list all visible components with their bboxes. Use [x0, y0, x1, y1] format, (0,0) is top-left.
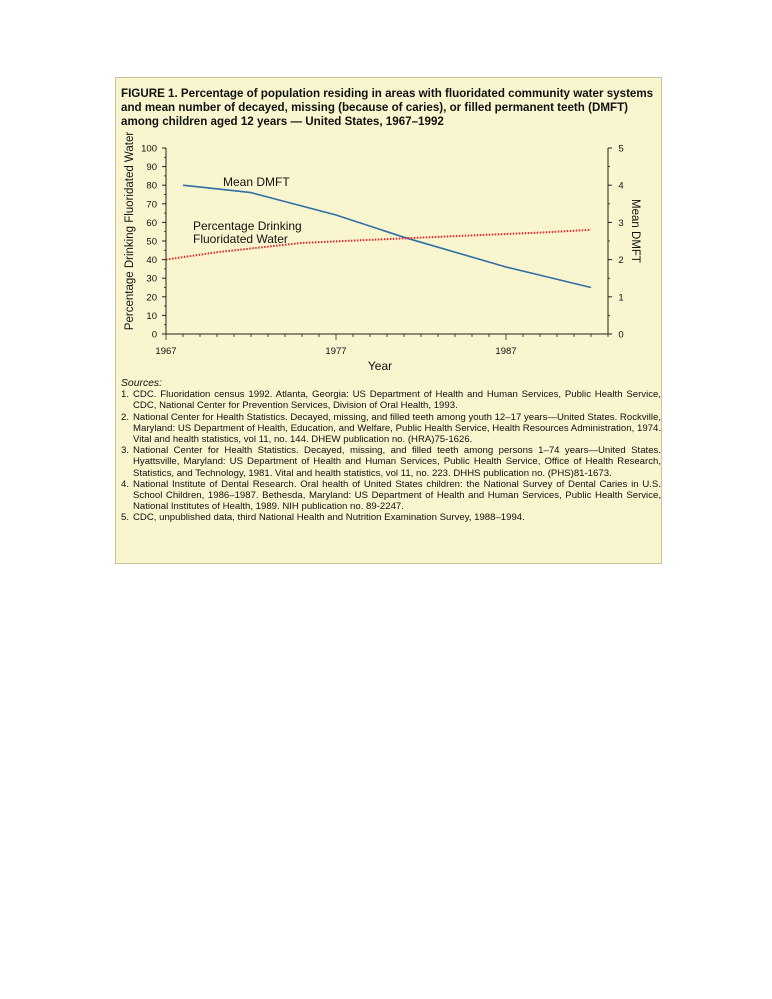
- y-left-tick-label: 80: [146, 180, 157, 192]
- x-axis-title: Year: [367, 359, 393, 373]
- y-right-tick-label: 2: [618, 255, 624, 267]
- series-label-fluoridated-water-line2: Fluoridated Water: [193, 232, 288, 246]
- x-tick-label: 1977: [325, 346, 347, 357]
- y-left-tick-label: 0: [151, 329, 157, 341]
- source-text: National Center for Health Statistics. Decayed, missing, and filled teeth among persons 1–74 years—United States. Hyattsville, Maryland: US Department of Health and Human Services, Public Health Service, Office of Health Research, Statistics, and Technology, 1981. Vital and health statistics, vol 11, no. 223. DHHS publication no. (PHS)81-1673.: [133, 445, 661, 479]
- y-left-tick-label: 90: [146, 162, 157, 174]
- y-axis-right-title: Mean DMFT: [629, 199, 641, 263]
- source-item: [121, 389, 661, 411]
- sources-heading: Sources:: [121, 378, 163, 389]
- x-tick-label: 1987: [495, 346, 517, 357]
- source-text: CDC, unpublished data, third National Health and Nutrition Examination Survey, 1988–1994.: [133, 512, 525, 524]
- y-left-tick-label: 10: [146, 310, 157, 322]
- source-text: National Institute of Dental Research. Oral health of United States children: the National Survey of Dental Caries in U.S. School Children, 1986–1987. Bethesda, Maryland: US Department of Health and Human Services, Public Health Service, National Institutes of Health, 1989. NIH publication no. 89-2247.: [133, 478, 661, 513]
- y-left-tick-label: 20: [146, 292, 157, 304]
- source-item: [121, 412, 661, 446]
- figure-title: FIGURE 1. Percentage of population residing in areas with fluoridated community water systems and mean number of decayed, missing (because of caries), or filled permanent teeth (DMFT) among children aged 12 years — United States, 1967–1992: [121, 87, 654, 128]
- y-left-tick-label: 60: [146, 217, 157, 229]
- x-tick-label: 1967: [155, 346, 177, 357]
- y-axis-left-title: Percentage Drinking Fluoridated Water: [124, 131, 136, 331]
- source-number: 4.: [121, 478, 130, 490]
- y-left-tick-label: 40: [146, 255, 157, 267]
- y-right-tick-label: 1: [618, 292, 624, 304]
- source-item: [121, 512, 661, 523]
- figure-panel: [115, 77, 662, 564]
- source-text: CDC. Fluoridation census 1992. Atlanta, Georgia: US Department of Health and Human Services, Public Health Service, CDC, National Center for Prevention Services, Division of Oral Health, 1993.: [133, 389, 661, 412]
- series-label-mean-dmft: Mean DMFT: [223, 175, 290, 189]
- source-item: [121, 445, 661, 479]
- y-right-tick-label: 4: [618, 180, 624, 192]
- source-number: 1.: [121, 389, 130, 401]
- source-number: 3.: [121, 445, 130, 457]
- y-right-tick-label: 3: [618, 217, 624, 229]
- y-left-tick-label: 100: [141, 143, 157, 155]
- y-left-tick-label: 70: [146, 199, 157, 211]
- source-number: 2.: [121, 411, 130, 423]
- source-text: National Center for Health Statistics. Decayed, missing, and filled teeth among youth 12–17 years—United States. Rockville, Maryland: US Department of Health, Education, and Welfare, Public Health Service, Health Resources Administration, 1974. Vital and health statistics, vol 11, no. 144. DHEW publication no. (HRA)75-1626.: [133, 411, 661, 446]
- y-left-tick-label: 50: [146, 236, 157, 248]
- sources-section: [121, 378, 661, 524]
- source-item: [121, 479, 661, 513]
- y-right-tick-label: 0: [618, 329, 624, 341]
- chart: [116, 78, 661, 373]
- sources-list: [121, 389, 661, 523]
- y-left-tick-label: 30: [146, 273, 157, 285]
- y-right-tick-label: 5: [618, 143, 624, 155]
- source-number: 5.: [121, 512, 130, 524]
- series-label-fluoridated-water-line1: Percentage Drinking: [193, 219, 302, 233]
